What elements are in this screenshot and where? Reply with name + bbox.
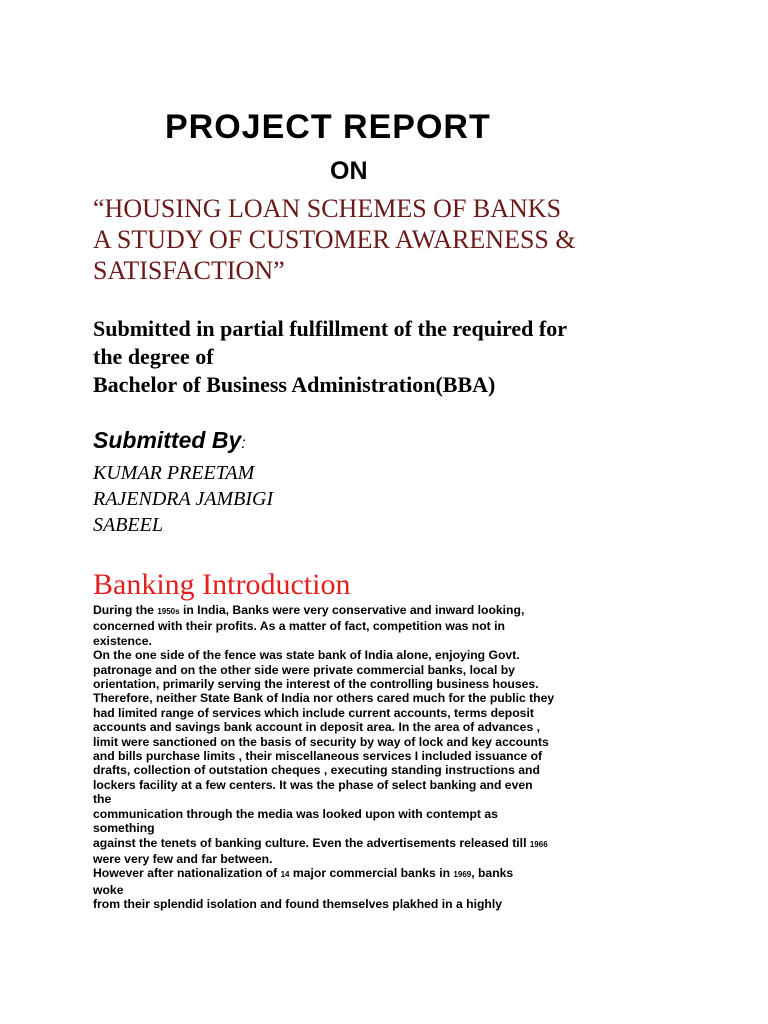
body-line: something [93, 821, 155, 836]
text-run: 1950s [157, 607, 180, 616]
topic-line: A STUDY OF CUSTOMER AWARENESS & [93, 225, 576, 254]
body-line: orientation, primarily serving the interest of the controlling business houses. [93, 677, 539, 692]
student-list [93, 460, 273, 538]
submitted-by-heading [93, 427, 246, 454]
degree-line: Submitted in partial fulfillment of the required for [93, 316, 568, 341]
body-line: existence. [93, 633, 152, 648]
report-topic [93, 193, 576, 286]
body-line: On the one side of the fence was state bank of India alone, enjoying Govt. [93, 648, 520, 663]
body-line: the [93, 792, 112, 807]
body-paragraph [93, 603, 683, 912]
text-run: 1966 [529, 839, 548, 849]
body-line: were very few and far between. [93, 851, 273, 866]
submitted-by-colon: : [241, 435, 246, 452]
body-line: and bills purchase limits , their miscellaneous services I included issuance of [93, 749, 543, 764]
body-line: drafts, collection of outstation cheques , executing standing instructions and [93, 763, 540, 778]
body-line [93, 603, 683, 619]
body-line [93, 836, 683, 852]
body-line: woke [93, 882, 124, 897]
student-name: SABEEL [93, 514, 163, 536]
body-line: lockers facility at a few centers. It was the phase of select banking and even [93, 777, 533, 792]
degree-line: the degree of [93, 344, 214, 369]
degree-line: Bachelor of Business Administration(BBA) [93, 372, 496, 397]
body-line: concerned with their profits. As a matter of fact, competition was not in [93, 619, 505, 634]
body-line: limit were sanctioned on the basis of security by way of lock and key accounts [93, 734, 549, 749]
student-name: RAJENDRA JAMBIGI [93, 488, 274, 510]
body-line: communication through the media was looked upon with contempt as [93, 806, 498, 821]
topic-line: “HOUSING LOAN SCHEMES OF BANKS [93, 194, 562, 223]
body-line: from their splendid isolation and found themselves plakhed in a highly [93, 897, 503, 912]
text-run: During the [93, 603, 158, 617]
body-line: patronage and on the other side were private commercial banks, local by [93, 662, 515, 677]
text-run: against the tenets of banking culture. Even the advertisements released till [93, 835, 530, 850]
degree-statement [93, 315, 567, 399]
body-line: had limited range of services which include current accounts, terms deposit [93, 705, 534, 720]
section-heading: Banking Introduction [93, 568, 351, 601]
report-title: PROJECT REPORT [165, 108, 491, 146]
text-run: 1969 [453, 870, 472, 880]
report-on-label: ON [330, 157, 368, 185]
body-line: accounts and savings bank account in deposit area. In the area of advances , [93, 720, 541, 735]
text-run: , banks [471, 866, 514, 881]
text-run: major commercial banks in [289, 866, 454, 881]
text-run: in India, Banks were very conservative and inward looking, [179, 603, 525, 617]
topic-line: SATISFACTION” [93, 256, 285, 285]
text-run: 14 [280, 870, 290, 880]
submitted-by-label: Submitted By [93, 427, 242, 453]
text-run: However after nationalization of [93, 866, 281, 881]
body-line [93, 866, 683, 882]
body-line: Therefore, neither State Bank of India nor others cared much for the public they [93, 691, 555, 706]
student-name: KUMAR PREETAM [93, 462, 255, 484]
